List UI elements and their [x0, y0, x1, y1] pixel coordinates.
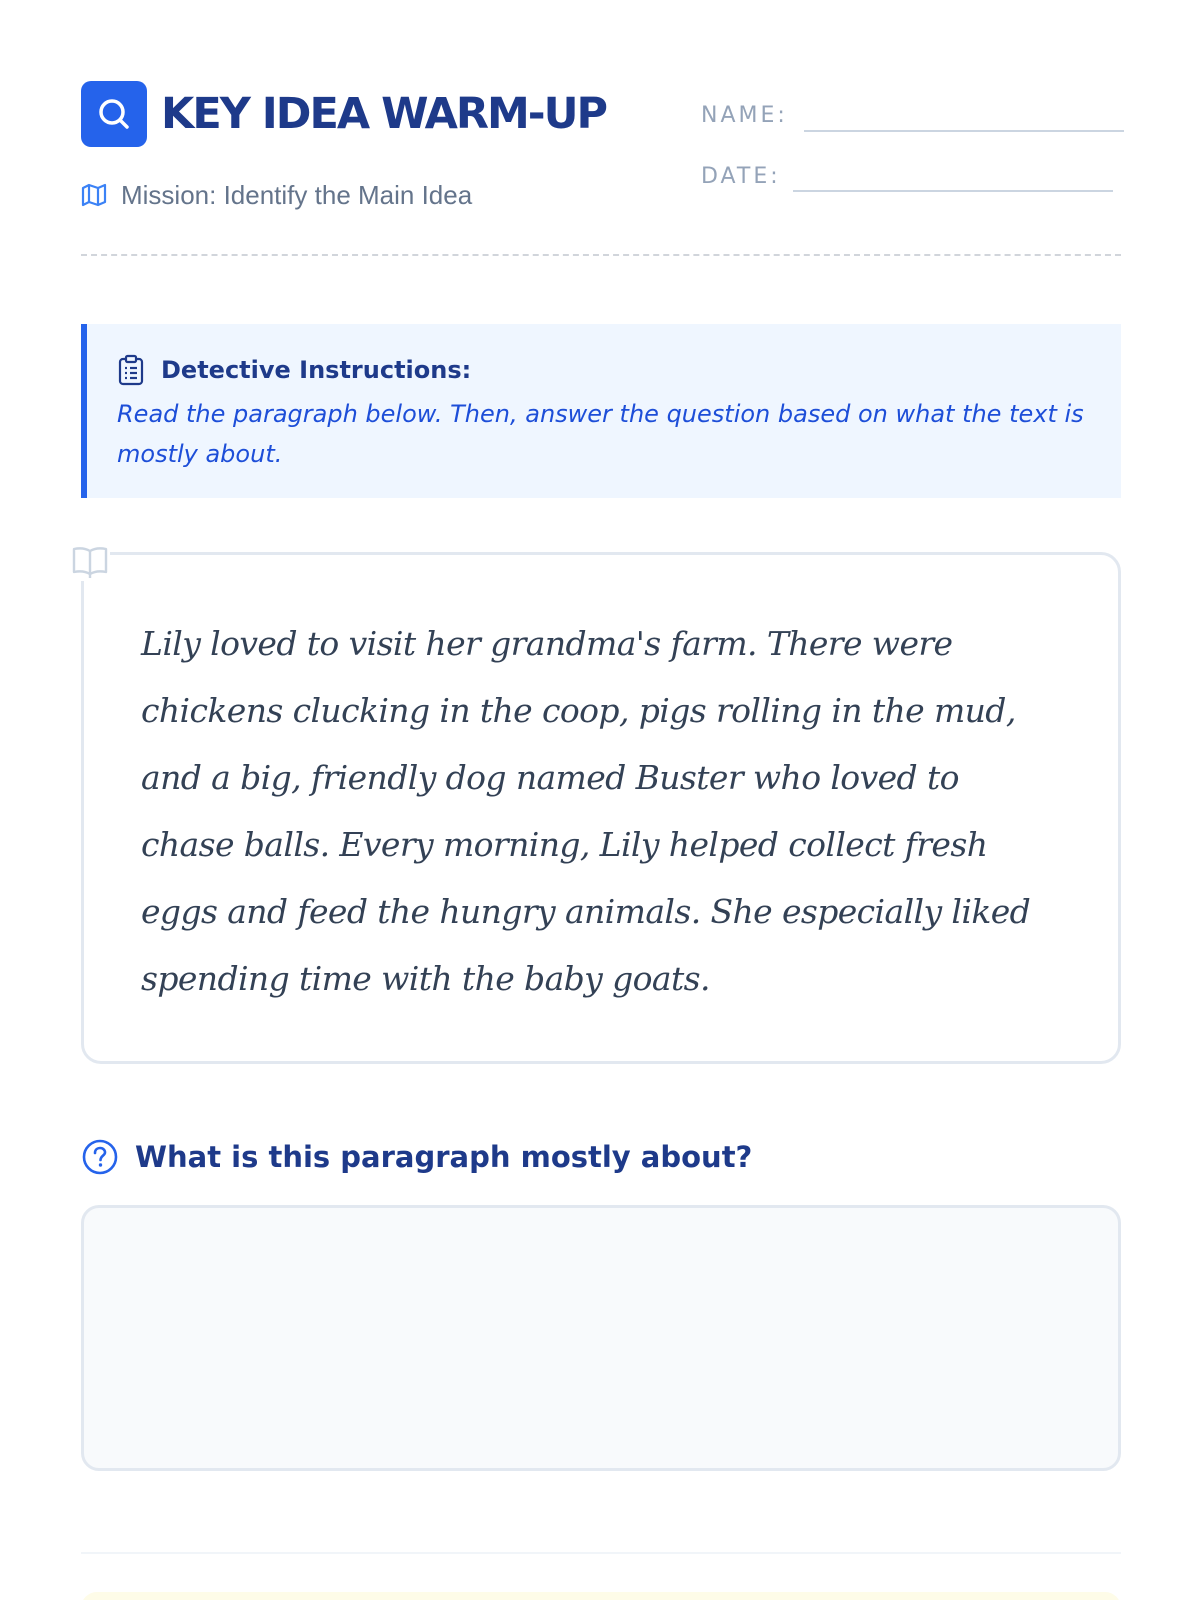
clipboard-icon	[117, 354, 147, 386]
instructions-box	[81, 324, 1121, 498]
next-section-box	[81, 1592, 1121, 1600]
logo-badge	[81, 81, 147, 147]
instructions-heading-row	[117, 352, 471, 388]
name-field[interactable]	[804, 130, 1124, 132]
reading-passage	[81, 552, 1121, 1064]
question-text: What is this paragraph mostly about?	[135, 1140, 753, 1174]
name-label: NAME:	[701, 103, 788, 128]
instructions-heading: Detective Instructions:	[161, 356, 472, 384]
mission-subtitle	[81, 180, 472, 210]
answer-input[interactable]	[81, 1205, 1121, 1471]
passage-text: Lily loved to visit her grandma's farm. There were chickens clucking in the coop, pigs rolling in the mud, and a big, friendly dog named Buster who loved to chase balls. Every morning, Lily helped collect fresh eggs and feed the hungry animals. She especially liked spending time with the baby goats.	[141, 624, 1031, 998]
book-icon	[70, 543, 110, 581]
search-icon	[94, 94, 134, 134]
question-row	[81, 1137, 752, 1177]
date-field[interactable]	[793, 190, 1113, 192]
page-title: KEY IDEA WARM-UP	[161, 89, 607, 139]
instructions-text: Read the paragraph below. Then, answer the question based on what the text is mostly about.	[117, 400, 1084, 468]
date-label: DATE:	[701, 164, 781, 189]
question-circle-icon	[81, 1138, 119, 1176]
header-divider	[81, 254, 1121, 256]
footer-divider	[81, 1552, 1121, 1554]
map-icon	[81, 182, 107, 208]
subtitle-text: Mission: Identify the Main Idea	[121, 179, 473, 210]
